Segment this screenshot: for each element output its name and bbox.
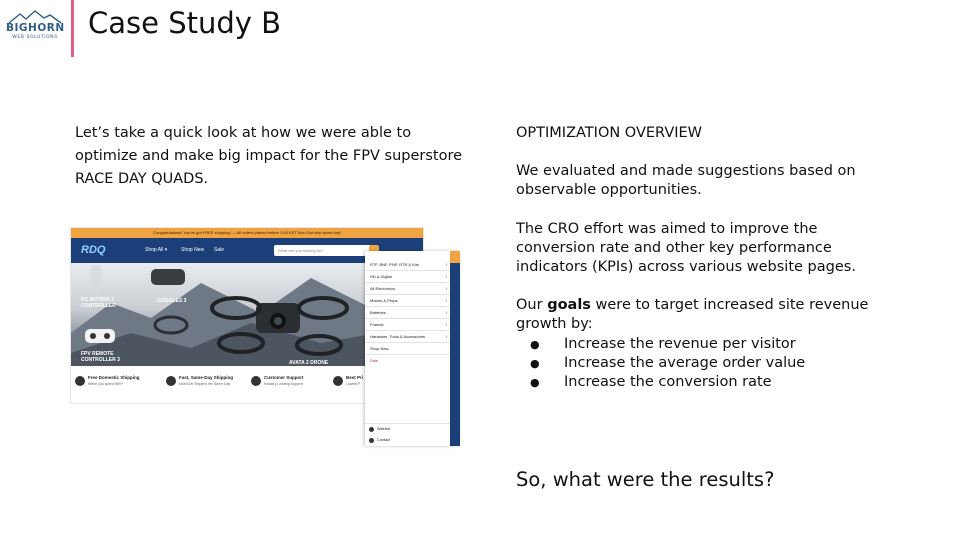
chevron-right-icon: › [445, 274, 447, 280]
overview-paragraph-2: The CRO effort was aimed to improve the conversion rate and other key performance indicators (KPIs) across various website pages. [516, 220, 856, 276]
bighorn-logo [6, 10, 64, 46]
goals-suffix: were to target increased site revenue growth by: [516, 297, 869, 333]
results-question: So, what were the results? [516, 468, 775, 491]
menu-item [365, 283, 450, 295]
menu-item-label: RTF, BNF, PNP, RTR & Kits [370, 262, 419, 267]
price-tag-icon [333, 376, 343, 386]
menu-item-sale [365, 355, 450, 367]
fast-shipping-icon [166, 376, 176, 386]
menu-item-label: Frames [370, 322, 384, 327]
intro-text: Let’s take a quick look at how we were able to optimize and make big impact for the FPV superstore RACE DAY QUADS. [75, 125, 463, 187]
menu-item-label: All Electronics [370, 286, 396, 291]
menu-item [365, 295, 450, 307]
goal-text: Increase the conversion rate [564, 374, 772, 391]
overview-paragraph-3 [516, 296, 886, 334]
menu-footer [365, 423, 450, 446]
chevron-right-icon: › [445, 286, 447, 292]
goal-item [516, 335, 886, 354]
bullet-icon: ● [530, 337, 540, 351]
chevron-right-icon: › [445, 322, 447, 328]
feature-subtitle: Most Get Shipped the Same Day [179, 382, 231, 386]
menu-item-label: Shop New [370, 346, 389, 351]
menu-list [365, 259, 450, 367]
feature-subtitle: Lowest P [346, 382, 361, 386]
hero-label-fpv-remote: FPV REMOTE CONTROLLER 3 [81, 351, 120, 363]
feature-title: Best Pri [346, 375, 364, 380]
feature-subtitle: Industry Leading Support [264, 382, 304, 386]
feature-title: Fast, Same-Day Shipping [179, 375, 234, 380]
menu-footer-item [365, 435, 450, 446]
menu-item [365, 307, 450, 319]
menu-item-label: Hardware, Tools & Accessories [370, 334, 426, 339]
goals-list [516, 335, 886, 393]
menu-item-label: Motors & Props [370, 298, 398, 303]
hero-label-avata: AVATA 2 DRONE [289, 360, 329, 366]
menu-item [365, 331, 450, 343]
menu-footer-label: Contact [377, 438, 391, 442]
hero-label-rc-motion: RC MOTION 3 CONTROLLER [81, 297, 116, 309]
menu-item [365, 319, 450, 331]
support-icon [251, 376, 261, 386]
menu-item [365, 271, 450, 283]
site-promo-banner: Congratulations! You've got FREE shipping! — All orders placed before 1:45 EST Mon-Sat ship same day! [71, 228, 423, 238]
menu-side-accent [450, 251, 460, 263]
hero-label-goggles: GOGGLES 3 [157, 298, 187, 304]
site-logo: RDQ [81, 244, 106, 256]
menu-item-label: Sale [370, 358, 379, 363]
overview-heading: OPTIMIZATION OVERVIEW [516, 125, 703, 141]
slide-title: Case Study B [88, 6, 282, 40]
menu-footer-label: Wishlist [377, 427, 391, 431]
menu-item-label: Batteries [370, 310, 386, 315]
goal-text: Increase the average order value [564, 354, 806, 371]
goal-item [516, 354, 886, 373]
website-menu-screenshot [365, 251, 460, 446]
logo-wordmark: BIGHORN [6, 22, 65, 34]
feature-title: Customer Support [264, 375, 304, 380]
logo-tagline: WEB SOLUTIONS [12, 35, 58, 40]
overview-paragraph-1: We evaluated and made suggestions based on observable opportunities. [516, 163, 856, 199]
menu-item-label: HD & Digital [370, 274, 392, 279]
site-search-input: What are you looking for? [274, 245, 377, 256]
site-nav-sale: Sale [214, 247, 225, 253]
bullet-icon: ● [530, 376, 540, 390]
menu-footer-item [365, 424, 450, 435]
chevron-right-icon: › [445, 310, 447, 316]
chevron-right-icon: › [445, 334, 447, 340]
goals-prefix: Our [516, 297, 548, 314]
contact-icon [369, 438, 374, 443]
goals-bold: goals [547, 297, 591, 314]
goal-text: Increase the revenue per visitor [564, 335, 796, 352]
chevron-right-icon: › [445, 298, 447, 304]
goal-item [516, 373, 886, 392]
shipping-icon [75, 376, 85, 386]
menu-item [365, 259, 450, 271]
title-accent-bar [71, 0, 74, 57]
menu-side-strip [450, 251, 460, 446]
feature-subtitle: When you spend $99+ [88, 382, 124, 386]
site-nav-shop-all: Shop All ▾ [145, 247, 168, 253]
optimization-overview [516, 124, 886, 392]
menu-item [365, 343, 450, 355]
bullet-icon: ● [530, 356, 540, 370]
heart-icon [369, 427, 374, 432]
chevron-right-icon: › [445, 262, 447, 268]
site-nav-shop-new: Shop New [181, 247, 205, 253]
feature-title: Free Domestic Shipping [88, 375, 140, 380]
